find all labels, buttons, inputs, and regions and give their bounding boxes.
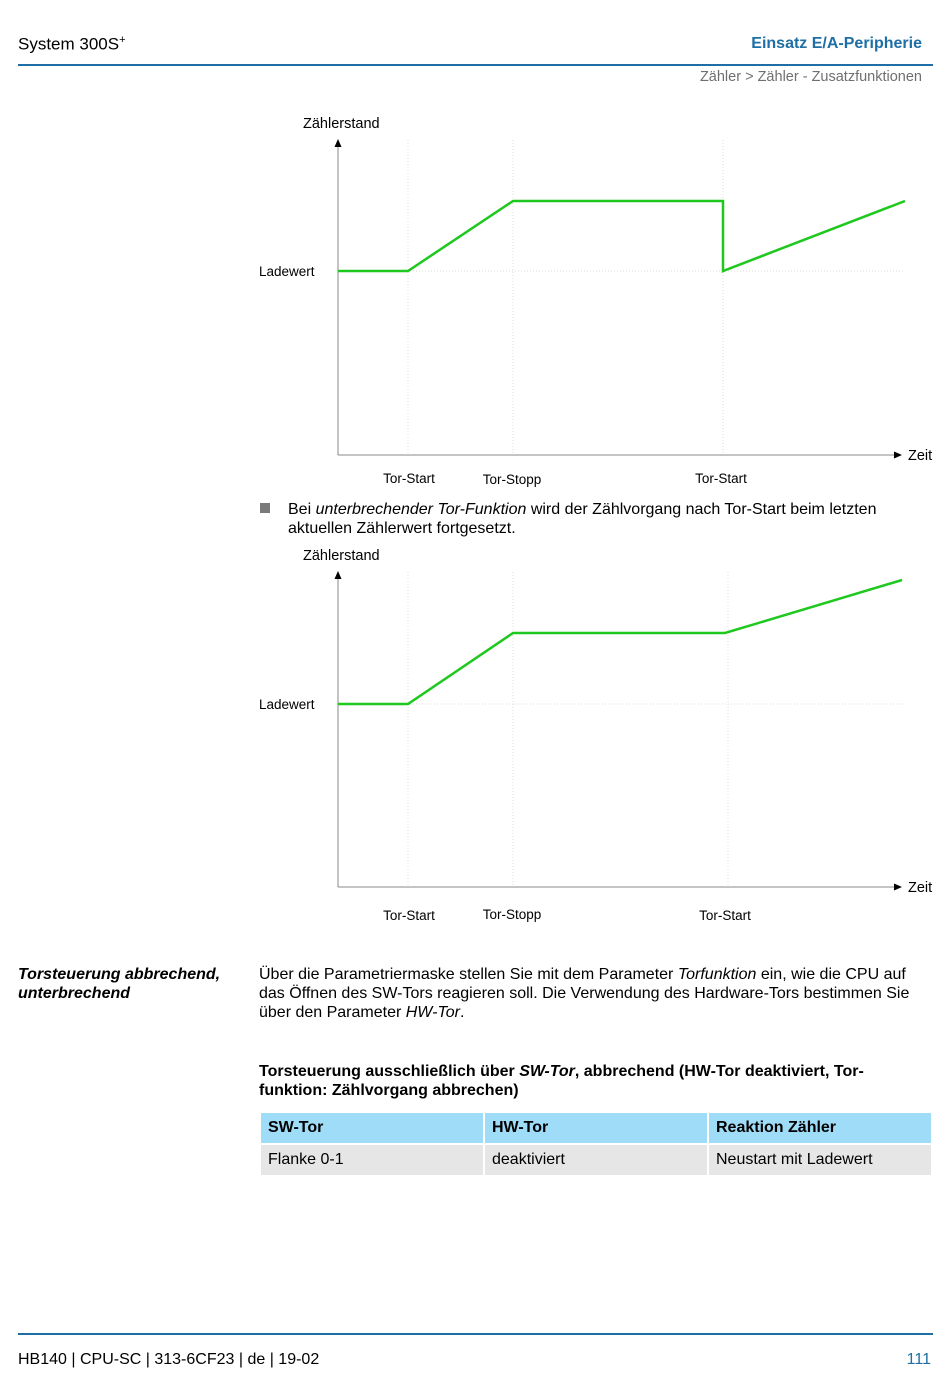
counter-diagram-abort — [0, 0, 950, 500]
breadcrumb-item: Zähler — [699, 69, 742, 85]
ladewert-label: Ladewert — [259, 264, 315, 279]
counter-curve — [338, 201, 905, 271]
x-axis-arrow-icon — [894, 884, 902, 891]
table-cell: Flanke 0-1 — [261, 1145, 483, 1175]
chapter-title: Einsatz E/A-Peripherie — [751, 35, 922, 52]
bullet-square-icon — [260, 503, 270, 513]
table-header-row — [261, 1113, 931, 1143]
table-cell: deaktiviert — [485, 1145, 707, 1175]
side-heading: Torsteuerung abbrechend, unterbrechend — [18, 966, 221, 1002]
event-label: Tor-Start — [383, 471, 435, 486]
y-axis-arrow-icon — [335, 139, 342, 147]
gate-control-table — [259, 1111, 933, 1177]
column-header: SW-Tor — [261, 1113, 483, 1143]
x-axis-label: Zeit — [908, 880, 933, 896]
footer-rule — [18, 1333, 933, 1335]
event-label: Tor-Stopp — [482, 907, 542, 922]
document-title: System 300S+ — [18, 34, 126, 54]
table-cell: Neustart mit Ladewert — [709, 1145, 931, 1175]
y-axis-arrow-icon — [335, 571, 342, 579]
counter-curve — [338, 580, 902, 704]
page-number: 111 — [906, 1351, 931, 1368]
column-header: Reaktion Zähler — [709, 1113, 931, 1143]
event-label: Tor-Start — [383, 908, 435, 923]
y-axis-label: Zählerstand — [303, 116, 380, 132]
guide-lines — [338, 140, 903, 455]
breadcrumb-separator: > — [741, 69, 758, 85]
guide-lines — [338, 572, 903, 887]
table-row — [261, 1145, 931, 1175]
column-header: HW-Tor — [485, 1113, 707, 1143]
event-label: Tor-Start — [699, 908, 751, 923]
counter-diagram-interrupt — [0, 540, 950, 940]
bullet-text: Bei unterbrechender Tor-Funktion wird der Zählvorgang nach Tor-Start beim letzten aktuellen Zählerwert fortgesetzt. — [288, 501, 877, 537]
event-label: Tor-Start — [695, 471, 747, 486]
ladewert-label: Ladewert — [259, 697, 315, 712]
breadcrumb-item: Zähler - Zusatzfunktionen — [757, 69, 922, 85]
footer-doc-id: HB140 | CPU-SC | 313-6CF23 | de | 19-02 — [18, 1351, 320, 1368]
body-paragraph: Über die Parametriermaske stellen Sie mit dem Parameter Torfunktion ein, wie die CPU auf das Öffnen des SW-Tors reagieren soll. Die Verwendung des Hardware-Tors bestimmen Sie über den Parameter HW-Tor. — [259, 966, 910, 1021]
event-label: Tor-Stopp — [482, 472, 542, 487]
y-axis-label: Zählerstand — [303, 548, 380, 564]
table-title: Torsteuerung ausschließlich über SW-Tor, abbrechend (HW-Tor deaktiviert, Tor-funktion: Zählvorgang abbrechen) — [259, 1063, 864, 1099]
x-axis-label: Zeit — [908, 448, 933, 464]
x-axis-arrow-icon — [894, 452, 902, 459]
